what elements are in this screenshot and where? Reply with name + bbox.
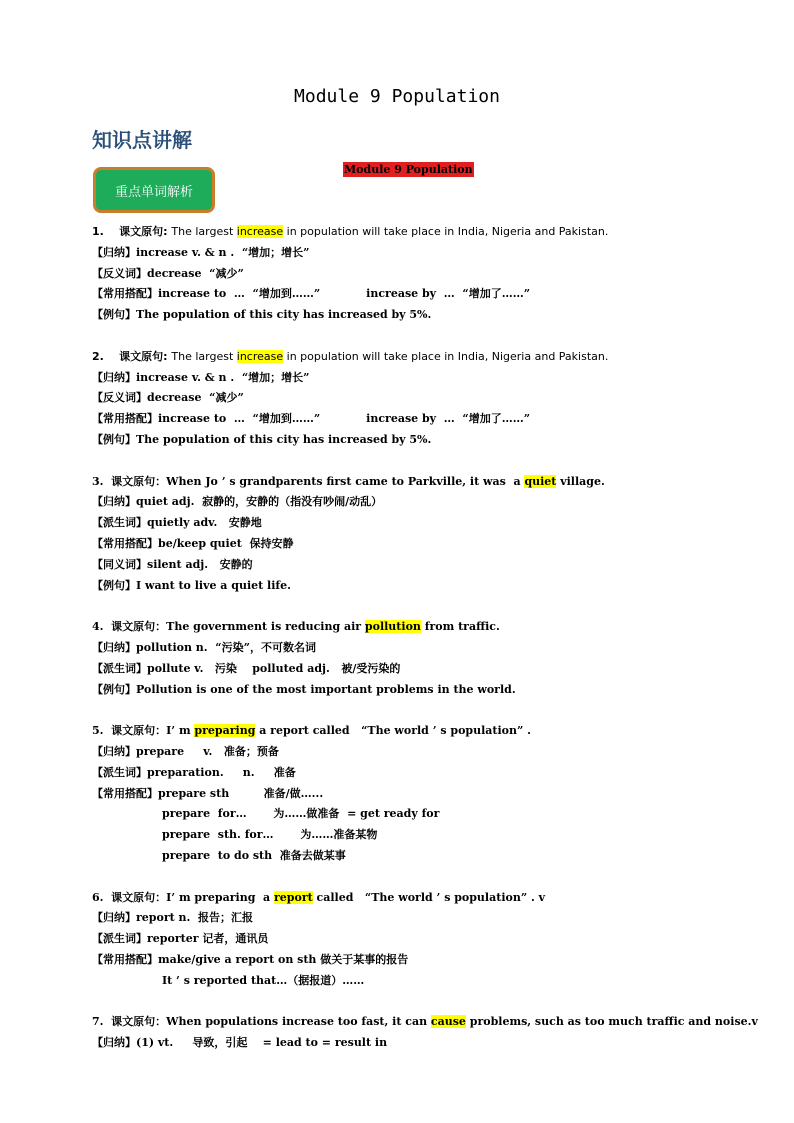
item-1-example: 【例句】The population of this city has increased by 5%.	[92, 308, 432, 321]
item-1-number: 1. 课文原句:	[92, 225, 172, 238]
item-3-synonym: 【同义词】silent adj. 安静的	[92, 558, 253, 571]
item-3-text-b: village.	[556, 475, 605, 488]
item-5-text-b: a report called “The world ’ s population” .	[255, 724, 531, 737]
item-2-collocation: 【常用搭配】increase to … “增加到……” increase by … “增加了……”	[92, 412, 531, 425]
item-3-collocation: 【常用搭配】be/keep quiet 保持安静	[92, 537, 294, 550]
item-2-number: 2. 课文原句:	[92, 350, 172, 363]
key-words-tag	[93, 167, 215, 213]
module-label: Module 9 Population	[344, 163, 473, 176]
item-4-text-a: 4. 课文原句：The government is reducing air	[92, 620, 365, 633]
item-6-collocation: 【常用搭配】make/give a report on sth 做关于某事的报告	[92, 953, 409, 966]
item-4-source	[92, 620, 500, 634]
item-2-antonym: 【反义词】decrease “减少”	[92, 391, 244, 404]
item-7-keyword: cause	[430, 1015, 466, 1028]
item-4-summary: 【归纳】pollution n. “污染”，不可数名词	[92, 641, 316, 654]
item-7-source	[92, 1015, 758, 1029]
item-3-derivative: 【派生词】quietly adv. 安静地	[92, 516, 262, 529]
item-7-text-b: problems, such as too much traffic and noise.v	[465, 1015, 758, 1028]
item-5-collocation-2: prepare for… 为……做准备 = get ready for	[162, 807, 440, 820]
item-7-text-a: 7. 课文原句：When populations increase too fast, it can	[92, 1015, 431, 1028]
item-6-keyword: report	[274, 891, 313, 904]
item-5-derivative: 【派生词】preparation. n. 准备	[92, 766, 296, 779]
item-5-collocation-3: prepare sth. for… 为……准备某物	[162, 828, 378, 841]
item-1-keyword: increase	[236, 225, 284, 238]
item-2-example: 【例句】The population of this city has increased by 5%.	[92, 433, 432, 446]
item-7-summary: 【归纳】(1) vt. 导致，引起 = lead to = result in	[92, 1036, 388, 1049]
item-4-text-b: from traffic.	[420, 620, 500, 633]
item-1-collocation: 【常用搭配】increase to … “增加到……” increase by … “增加了……”	[92, 287, 531, 300]
item-3-text-a: 3. 课文原句：When Jo ’ s grandparents first came to Parkville, it was a	[92, 475, 525, 488]
item-5-summary: 【归纳】prepare v. 准备；预备	[92, 745, 279, 758]
item-5-source	[92, 724, 531, 738]
item-3-keyword: quiet	[524, 475, 557, 488]
item-3-source	[92, 475, 605, 489]
item-4-keyword: pollution	[364, 620, 421, 633]
key-words-tag-label: 重点单词解析	[114, 184, 193, 200]
item-1-text-b: in population will take place in India, Nigeria and Pakistan.	[283, 225, 609, 238]
item-5-collocation: 【常用搭配】prepare sth 准备/做…...	[92, 787, 324, 800]
item-5-keyword: preparing	[194, 724, 256, 737]
page-title: Module 9 Population	[294, 86, 500, 107]
item-1-antonym: 【反义词】decrease “减少”	[92, 267, 244, 280]
item-6-text-b: called “The world ’ s population” . v	[312, 891, 546, 904]
item-3-example: 【例句】I want to live a quiet life.	[92, 579, 291, 592]
item-6-collocation-2: It ’ s reported that…（据报道）……	[162, 974, 365, 987]
section-heading: 知识点讲解	[92, 128, 192, 152]
item-3-summary: 【归纳】quiet adj. 寂静的，安静的（指没有吵闹/动乱）	[92, 495, 383, 508]
item-2-text-a: The largest	[171, 350, 237, 363]
item-4-example: 【例句】Pollution is one of the most important problems in the world.	[92, 683, 516, 696]
item-6-summary: 【归纳】report n. 报告；汇报	[92, 911, 254, 924]
item-2-text-b: in population will take place in India, Nigeria and Pakistan.	[283, 350, 609, 363]
item-2-summary: 【归纳】increase v. & n . “增加；增长”	[92, 371, 310, 384]
item-4-derivative: 【派生词】pollute v. 污染 polluted adj. 被/受污染的	[92, 662, 401, 675]
item-1-summary: 【归纳】increase v. & n . “增加；增长”	[92, 246, 310, 259]
item-2-keyword: increase	[236, 350, 284, 363]
item-1-text-a: The largest	[171, 225, 237, 238]
item-5-collocation-4: prepare to do sth 准备去做某事	[162, 849, 346, 862]
item-6-source	[92, 891, 545, 905]
item-1-source	[92, 225, 608, 239]
item-5-text-a: 5. 课文原句：I’ m	[92, 724, 195, 737]
item-2-source	[92, 350, 608, 364]
item-6-text-a: 6. 课文原句：I’ m preparing a	[92, 891, 274, 904]
item-6-derivative: 【派生词】reporter 记者，通讯员	[92, 932, 269, 945]
